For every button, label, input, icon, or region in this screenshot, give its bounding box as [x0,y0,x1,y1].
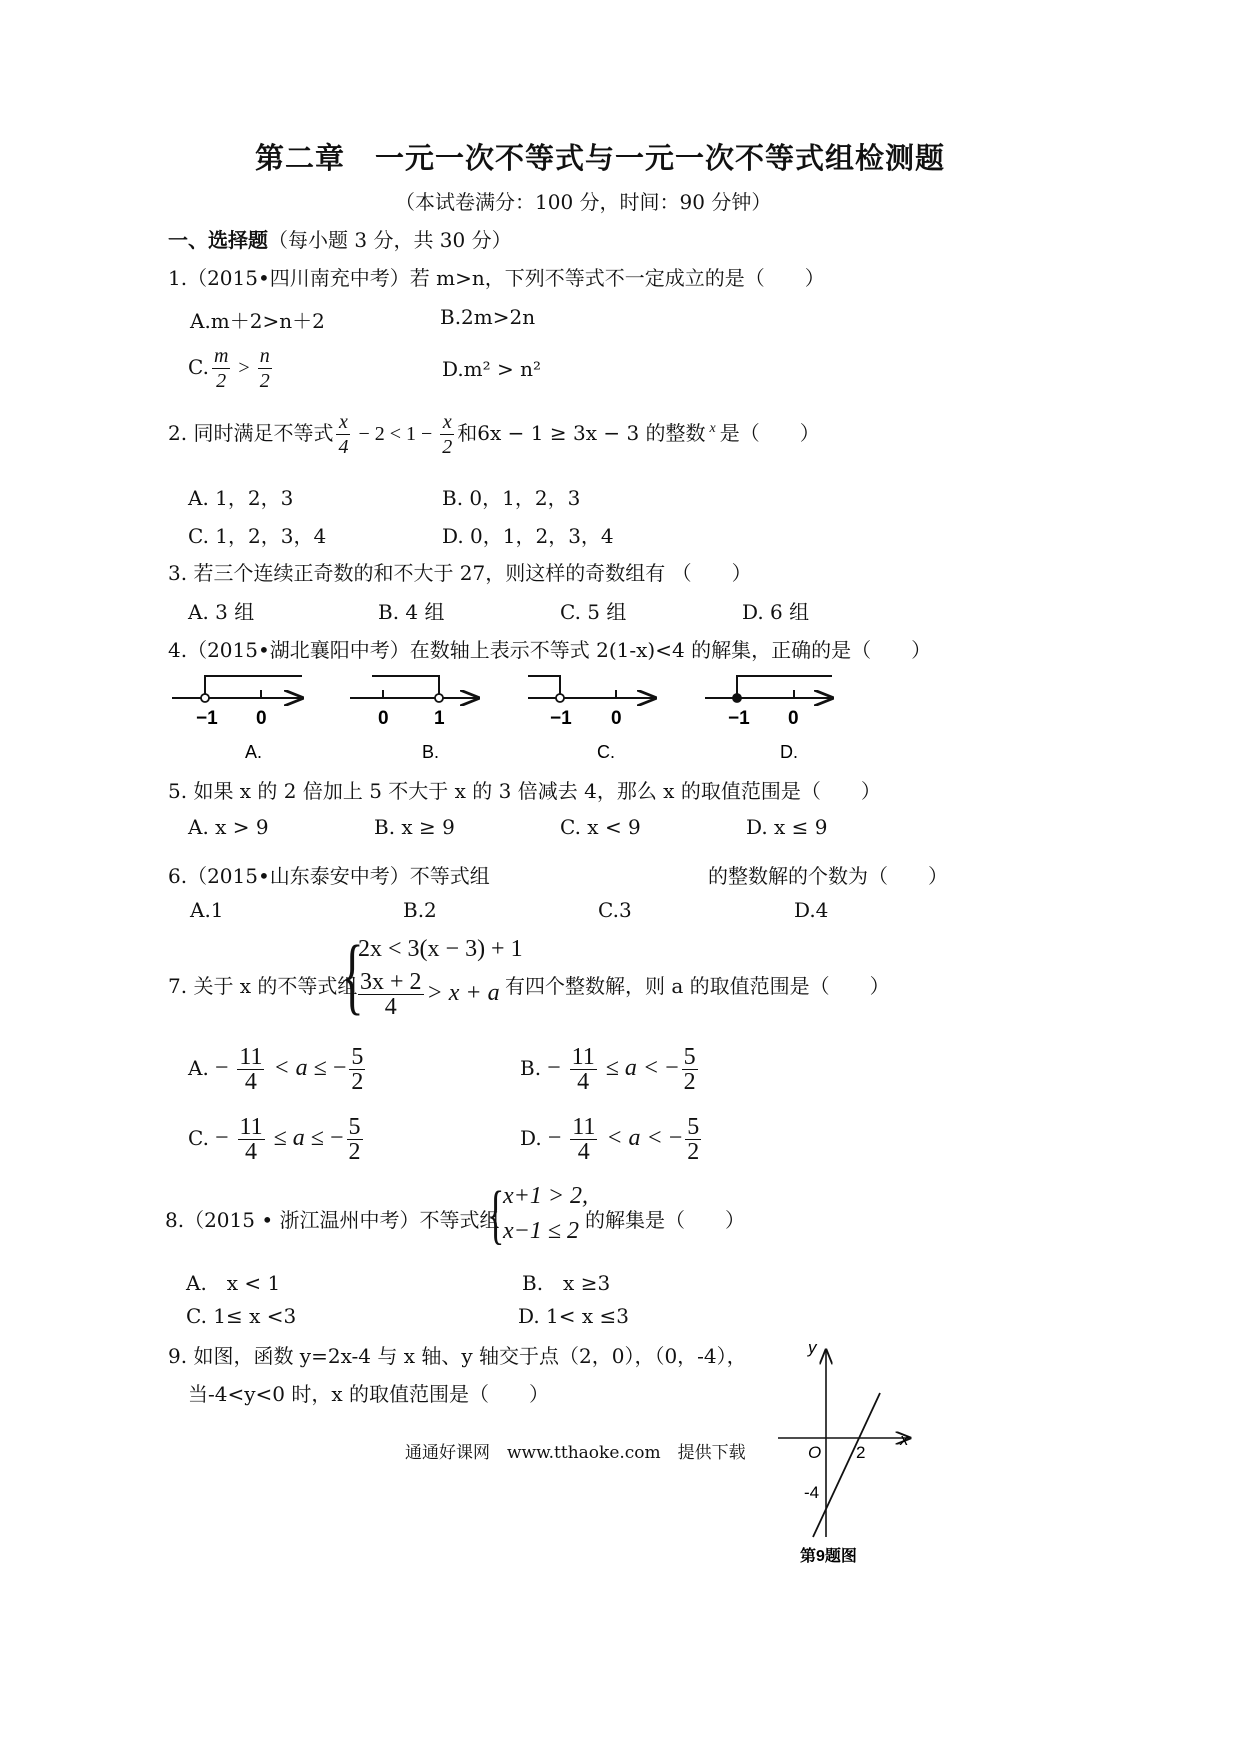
tick-c-1: −1 [550,708,572,729]
question-6-stem-end: 的整数解的个数为（ ） [708,864,948,888]
tick-a-2: 0 [256,708,267,729]
page-title: 第二章 一元一次不等式与一元一次不等式组检测题 [255,141,946,175]
q7-option-a: A. − $\frac{11}{4}$ < a ≤ − $\frac{5}{2}$ [188,1044,364,1095]
label-c: C. [597,742,615,762]
q6-option-d: D.4 [794,898,829,922]
q8-option-b: B. x ≥3 [522,1271,611,1295]
figure-caption: 第9题图 [800,1548,857,1565]
q1-option-d: D.m² > n² [442,357,542,381]
question-9-line-1: 9. 如图，函数 y=2x-4 与 x 轴、y 轴交于点（2，0），（0，-4）， [168,1344,747,1368]
q2-option-b: B. 0，1，2，3 [442,486,581,510]
q8-option-a: A. x < 1 [186,1271,281,1295]
tick-d-2: 0 [788,708,799,729]
q8-option-d: D. 1< x ≤3 [518,1304,629,1328]
tick-a-1: −1 [196,708,218,729]
q3-option-d: D. 6 组 [742,600,810,624]
q7-system-line-2: $\frac{3x + 2}{4}$ > x + a [360,969,500,1020]
q8-system-line-2: x−1 ≤ 2 [503,1218,580,1244]
q6-option-b: B.2 [403,898,437,922]
question-2-stem: 2. 同时满足不等式 $\frac{x}{4}$ − 2 < 1 − $\frac{x}{2}$ 和6x − 1 ≥ 3x − 3 的整数 $^x$ 是（ ） [168,411,820,458]
q7-brace: { [341,927,364,1023]
q9-graph [770,1335,930,1575]
question-7-stem-start: 7. 关于 x 的不等式组 [168,974,358,998]
number-line-options [160,668,860,768]
tick-d-1: −1 [728,708,750,729]
origin-label: O [808,1443,822,1462]
q3-option-c: C. 5 组 [560,600,627,624]
q1-option-a: A.m＋2>n＋2 [190,309,325,333]
page-footer: 通通好课网 www.tthaoke.com 提供下载 [405,1443,746,1463]
tick-b-2: 1 [434,708,445,729]
q8-brace: { [487,1178,505,1251]
q3-option-b: B. 4 组 [378,600,445,624]
q7-system-line-1: 2x < 3(x − 3) + 1 [358,936,523,962]
question-1-stem: 1.（2015•四川南充中考）若 m>n，下列不等式不一定成立的是（ ） [168,266,825,290]
question-5-stem: 5. 如果 x 的 2 倍加上 5 不大于 x 的 3 倍减去 4，那么 x 的取值范围是（ ） [168,779,881,803]
q2-option-a: A. 1，2，3 [188,486,294,510]
q5-option-d: D. x ≤ 9 [746,815,828,839]
q5-option-b: B. x ≥ 9 [374,815,455,839]
function-line [813,1393,880,1537]
q6-option-a: A.1 [190,898,224,922]
number-line-a [172,676,302,762]
question-4-stem: 4.（2015•湖北襄阳中考）在数轴上表示不等式 2(1-x)<4 的解集，正确的是（ ） [168,638,932,662]
question-7-stem-end: 有四个整数解，则 a 的取值范围是（ ） [505,974,890,998]
question-3-stem: 3. 若三个连续正奇数的和不大于 27，则这样的奇数组有 （ ） [168,561,752,585]
tick-c-2: 0 [611,708,622,729]
question-8-stem-start: 8.（2015 • 浙江温州中考）不等式组 [165,1208,500,1232]
q1-option-c: C. $\frac{m}{2}$ > $\frac{n}{2}$ [188,345,270,392]
number-line-d [705,676,832,762]
label-b: B. [422,742,440,762]
q5-option-c: C. x < 9 [560,815,641,839]
q2-option-d: D. 0，1，2，3，4 [442,524,614,548]
q2-option-c: C. 1，2，3，4 [188,524,327,548]
y-intercept-label: -4 [804,1483,820,1502]
q6-option-c: C.3 [598,898,632,922]
y-axis-label: y [808,1338,817,1357]
number-line-b [350,676,478,762]
tick-b-1: 0 [378,708,389,729]
q7-option-d: D. − $\frac{11}{4}$ < a < − $\frac{5}{2}$ [520,1114,700,1165]
x-intercept-label: 2 [856,1443,866,1462]
question-8-stem-end: 的解集是（ ） [585,1208,745,1232]
q7-option-b: B. − $\frac{11}{4}$ ≤ a < − $\frac{5}{2}$ [520,1044,696,1095]
question-9-line-2: 当-4<y<0 时，x 的取值范围是（ ） [188,1382,550,1406]
q3-option-a: A. 3 组 [188,600,255,624]
label-a: A. [245,742,263,762]
page-subtitle: （本试卷满分：100 分，时间：90 分钟） [395,190,772,214]
section-title: 一、选择题 [168,228,268,252]
q8-option-c: C. 1≤ x <3 [186,1304,297,1328]
q8-system-line-1: x+1 > 2, [503,1183,589,1209]
q1-option-b: B.2m>2n [440,305,536,329]
q7-option-c: C. − $\frac{11}{4}$ ≤ a ≤ − $\frac{5}{2}$ [188,1114,361,1165]
label-d: D. [780,742,798,762]
number-line-c [528,676,655,762]
x-axis-label: x [900,1430,909,1449]
section-note: （每小题 3 分，共 30 分） [268,228,512,252]
question-6-stem-start: 6.（2015•山东泰安中考）不等式组 [168,864,490,888]
section-heading [168,224,512,253]
q5-option-a: A. x > 9 [188,815,269,839]
